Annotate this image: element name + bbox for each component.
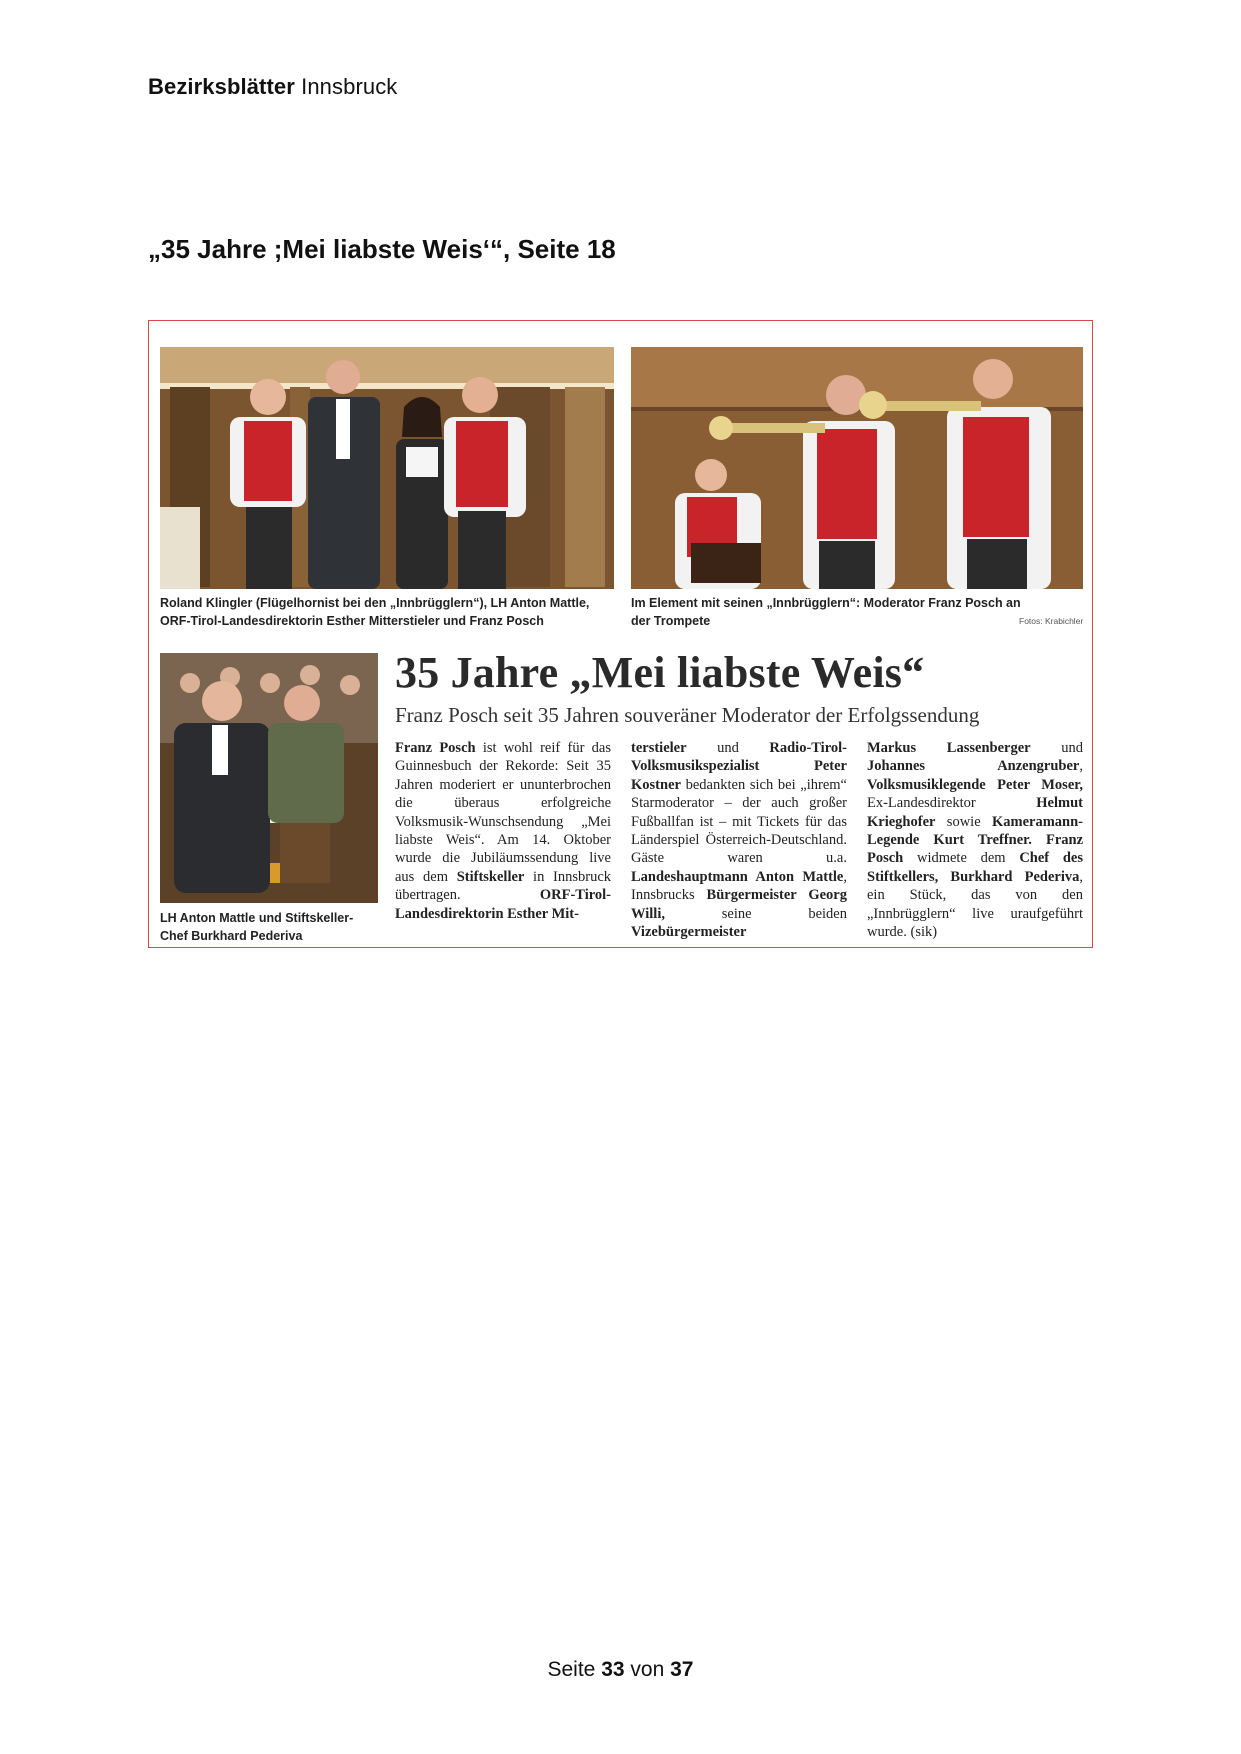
page-title: „35 Jahre ;Mei liabste Weis‘“, Seite 18: [148, 234, 616, 264]
page-number-footer: Seite 33 von 37: [547, 1658, 694, 1681]
article-column-2: terstieler und Radio-Tirol-Volksmusikspezialist Peter Kostner bedankten sich bei „ihrem“ Starmoderator – der auch großer Fußballfan ist – mit Tickets für das Länderspiel Österreich-Deutschland. Gäste waren u.a. Landeshauptmann Anton Mattle, Innsbrucks Bürgermeister Georg Willi, seine beiden Vizebürgermeister: [631, 740, 847, 941]
article-column-3: Markus Lassenberger und Johannes Anzengruber, Volksmusiklegende Peter Moser, Ex-Landesdirektor Helmut Krieghofer sowie Kameramann-Legende Kurt Treffner. Franz Posch widmete dem Chef des Stiftkellers, Burkhard Pederiva, ein Stück, das von den „Innbrügglern“ live uraufgeführt wurde. (sik): [867, 740, 1084, 941]
article-subheadline: Franz Posch seit 35 Jahren souveräner Moderator der Erfolgssendung: [395, 703, 980, 727]
photo-caption-guests: LH Anton Mattle und Stiftskeller-Chef Burkhard Pederiva: [160, 911, 354, 943]
article-headline: 35 Jahre „Mei liabste Weis“: [395, 648, 925, 697]
photo-credit: Fotos: Krabichler: [1019, 616, 1084, 626]
guests-seated-photo: [160, 653, 378, 903]
photo-caption-group: Roland Klingler (Flügelhornist bei den „Innbrügglern“), LH Anton Mattle, ORF-Tirol-Landesdirektorin Esther Mitterstieler und Franz Posch: [160, 596, 590, 628]
region-name: Innsbruck: [301, 74, 398, 99]
document-header: [148, 74, 397, 100]
newspaper-clipping: [148, 320, 1093, 948]
brand-name: Bezirksblätter: [148, 74, 295, 99]
photo-caption-trumpet: Im Element mit seinen „Innbrügglern“: Moderator Franz Posch an der Trompete: [631, 596, 1021, 628]
trumpet-musicians-photo: [631, 347, 1083, 589]
article-column-1: Franz Posch ist wohl reif für das Guinnesbuch der Rekorde: Seit 35 Jahren moderiert er ununterbrochen die überaus erfolgreiche Volksmusik-Wunschsendung „Mei liabste Weis“. Am 14. Oktober wurde die Jubiläumssendung live aus dem Stiftskeller in Innsbruck übertragen. ORF-Tirol-Landesdirektorin Esther Mit-: [395, 740, 612, 922]
group-portrait-photo: [160, 347, 614, 589]
